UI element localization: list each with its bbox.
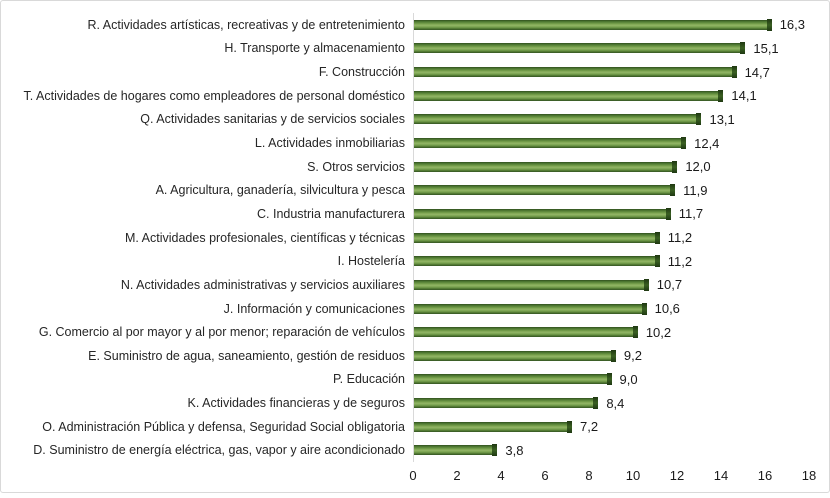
bar-track [413,108,809,132]
category-label: M. Actividades profesionales, científicas y técnicas [125,230,405,245]
value-label: 13,1 [709,111,735,127]
bar [414,422,572,432]
category-label: N. Actividades administrativas y servicios auxiliares [120,277,405,292]
bar [414,304,647,314]
bar-track [413,273,809,297]
bar-row [1,273,829,297]
bar [414,20,772,30]
bar-track [413,368,809,392]
bar-row [1,202,829,226]
bar-track [413,60,809,84]
x-tick-label: 12 [669,468,685,484]
value-label: 12,4 [694,135,720,151]
bar-track [413,178,809,202]
bar-track [413,13,809,37]
value-label: 11,7 [678,206,704,222]
category-label: R. Actividades artísticas, recreativas y de entretenimiento [87,17,405,32]
bar [414,91,723,101]
bar-row [1,84,829,108]
x-tick-label: 6 [541,468,549,484]
bar-track [413,320,809,344]
bar-row [1,249,829,273]
bar [414,280,649,290]
bar-track [413,84,809,108]
bar-row [1,439,829,463]
bar [414,114,701,124]
category-label: A. Agricultura, ganadería, silvicultura y pesca [155,183,405,198]
value-label: 11,2 [667,230,693,246]
category-label: E. Suministro de agua, saneamiento, gestión de residuos [88,348,405,363]
x-axis [409,466,817,486]
category-label: J. Información y comunicaciones [223,301,405,316]
bar [414,162,677,172]
bar-row [1,178,829,202]
value-label: 8,4 [606,395,625,411]
bar-row [1,13,829,37]
category-label: Q. Actividades sanitarias y de servicios sociales [140,112,405,127]
category-label: S. Otros servicios [307,159,405,174]
value-label: 3,8 [505,442,524,458]
value-label: 15,1 [753,40,779,56]
value-label: 12,0 [685,159,711,175]
value-label: 16,3 [779,17,805,33]
value-label: 7,2 [580,419,599,435]
bar-row [1,297,829,321]
value-label: 9,0 [619,371,638,387]
x-tick-label: 8 [585,468,593,484]
bar-track [413,391,809,415]
bar-row [1,415,829,439]
x-tick-label: 0 [409,468,417,484]
bar [414,43,745,53]
category-label: C. Industria manufacturera [257,206,405,221]
bar-row [1,155,829,179]
bar [414,256,660,266]
bar [414,445,497,455]
bar [414,138,686,148]
value-label: 14,7 [744,64,770,80]
bar-track [413,344,809,368]
bar-row [1,108,829,132]
category-label: O. Administración Pública y defensa, Seguridad Social obligatoria [42,419,405,434]
bar [414,185,675,195]
value-label: 11,9 [683,182,708,198]
bar [414,351,616,361]
bar-track [413,202,809,226]
bar-track [413,249,809,273]
bar [414,209,671,219]
bar-row [1,131,829,155]
bar-track [413,415,809,439]
x-tick-label: 2 [453,468,461,484]
bar-row [1,226,829,250]
bar [414,67,737,77]
bar-row [1,368,829,392]
x-tick-label: 16 [757,468,773,484]
value-label: 11,2 [667,253,693,269]
category-label: L. Actividades inmobiliarias [254,136,405,151]
bar-track [413,226,809,250]
bar-row [1,344,829,368]
category-label: H. Transporte y almacenamiento [224,41,405,56]
category-label: I. Hostelería [337,254,405,269]
bar-row [1,37,829,61]
x-tick-label: 14 [713,468,729,484]
value-label: 10,6 [654,301,680,316]
bar-row [1,391,829,415]
value-label: 10,7 [656,277,683,293]
category-label: G. Comercio al por mayor y al por menor; reparación de vehículos [38,325,405,340]
x-tick-label: 18 [801,468,817,484]
bar [414,233,660,243]
bar-track [413,297,809,321]
category-label: P. Educación [332,372,405,387]
category-label: D. Suministro de energía eléctrica, gas, vapor y aire acondicionado [33,443,405,458]
bar-track [413,37,809,61]
value-label: 14,1 [731,88,757,104]
bar-track [413,155,809,179]
category-label: T. Actividades de hogares como empleadores de personal doméstico [23,88,405,103]
bar [414,398,598,408]
bar-row [1,60,829,84]
category-label: F. Construcción [318,65,405,80]
x-tick-label: 10 [625,468,641,484]
x-tick-label: 4 [497,468,505,484]
bar-track [413,131,809,155]
value-label: 9,2 [623,348,642,364]
value-label: 10,2 [645,324,672,340]
bar-track [413,439,809,463]
bar-row [1,320,829,344]
chart-rows [1,13,829,462]
category-label: K. Actividades financieras y de seguros [187,396,405,411]
bar [414,374,612,384]
bar [414,327,638,337]
